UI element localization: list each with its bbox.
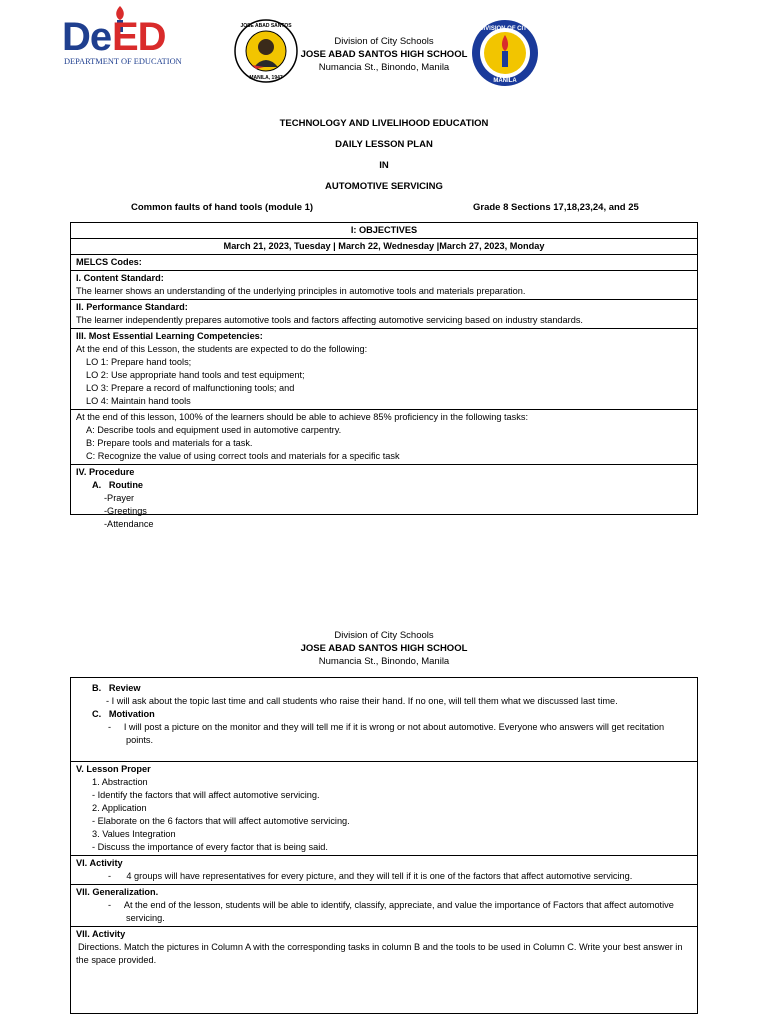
svg-text:JOSE ABAD SANTOS: JOSE ABAD SANTOS — [240, 23, 292, 29]
lo-item: LO 4: Maintain hand tools — [86, 396, 191, 406]
svg-text:ED: ED — [112, 15, 166, 59]
competencies-heading: III. Most Essential Learning Competencies: — [76, 331, 263, 341]
generalization-cell — [71, 885, 697, 927]
abstraction-text: - Identify the factors that will affect automotive servicing. — [92, 790, 320, 800]
header-school: JOSE ABAD SANTOS HIGH SCHOOL — [300, 49, 468, 60]
task-item: B: Prepare tools and materials for a task. — [86, 438, 253, 448]
proficiency-cell — [71, 410, 697, 465]
dates-row: March 21, 2023, Tuesday | March 22, Wednesday |March 27, 2023, Monday — [71, 239, 697, 255]
svg-text:MANILA: MANILA — [493, 78, 517, 84]
values-text: - Discuss the importance of every factor that is being said. — [92, 842, 328, 852]
application-heading: 2. Application — [92, 803, 147, 813]
svg-text:MANILA, 1947: MANILA, 1947 — [249, 75, 283, 81]
lo-item: LO 3: Prepare a record of malfunctioning tools; and — [86, 383, 295, 393]
lo-item: LO 2: Use appropriate hand tools and test equipment; — [86, 370, 305, 380]
values-heading: 3. Values Integration — [92, 829, 176, 839]
svg-text:DIVISION OF CITY: DIVISION OF CITY — [479, 26, 531, 32]
performance-standard-heading: II. Performance Standard: — [76, 302, 188, 312]
activity-text: - 4 groups will have representatives for every picture, and they will tell if it is one of the factors that affect automotive servicing. — [108, 871, 633, 881]
routine-heading: A. Routine — [92, 480, 144, 490]
procedure-cell — [71, 465, 697, 532]
page2-address: Numancia St., Binondo, Manila — [318, 656, 450, 667]
lo-item: LO 1: Prepare hand tools; — [86, 357, 192, 367]
activity2-directions: Directions. Match the pictures in Column A with the corresponding tasks in column B and the tools to be used in Column C. Write your best answer in the space provided. — [76, 942, 683, 965]
course-title: AUTOMOTIVE SERVICING — [325, 181, 443, 192]
review-heading: B. Review — [92, 683, 141, 693]
generalization-text: - At the end of the lesson, students will be able to identify, classify, appreciate, and value the importance of Factors that affect automotive servicing. — [108, 900, 674, 923]
routine-item: -Attendance — [104, 519, 154, 529]
routine-item: -Prayer — [104, 493, 135, 503]
melcs-codes: MELCS Codes: — [71, 255, 697, 271]
review-motivation-cell — [71, 678, 697, 762]
activity2-heading: VII. Activity — [76, 929, 126, 939]
generalization-heading: VII. Generalization. — [76, 887, 159, 897]
lesson-proper-heading: V. Lesson Proper — [76, 764, 151, 774]
activity2-cell — [71, 927, 697, 1027]
svg-text:De: De — [62, 15, 112, 59]
lesson-proper-cell — [71, 762, 697, 856]
review-text: - I will ask about the topic last time and call students who raise their hand. If no one, will tell them what we discussed last time. — [106, 696, 618, 706]
header-address: Numancia St., Binondo, Manila — [318, 62, 450, 73]
task-item: A: Describe tools and equipment used in automotive carpentry. — [86, 425, 342, 435]
performance-standard-text: The learner independently prepares automotive tools and factors affecting automotive servicing based on industry standards. — [76, 315, 583, 325]
competencies-intro: At the end of this Lesson, the students are expected to do the following: — [76, 344, 368, 354]
competencies-cell — [71, 329, 697, 410]
motivation-heading: C. Motivation — [92, 709, 155, 719]
activity-cell — [71, 856, 697, 885]
header-division: Division of City Schools — [334, 36, 434, 47]
content-standard-text: The learner shows an understanding of the underlying principles in automotive tools and materials preparation. — [76, 286, 526, 296]
performance-standard-cell — [71, 300, 697, 329]
procedure-table — [70, 677, 698, 1014]
page2-division: Division of City Schools — [334, 630, 434, 641]
procedure-heading: IV. Procedure — [76, 467, 135, 477]
activity-heading: VI. Activity — [76, 858, 123, 868]
motivation-text: - I will post a picture on the monitor and they will tell me if it is wrong or not about automotive. Everyone who answers will get recitation points. — [108, 722, 665, 745]
subject-title: TECHNOLOGY AND LIVELIHOOD EDUCATION — [279, 118, 489, 129]
application-text: - Elaborate on the 6 factors that will affect automotive servicing. — [92, 816, 350, 826]
content-standard-heading: I. Content Standard: — [76, 273, 164, 283]
routine-item: -Greetings — [104, 506, 147, 516]
abstraction-heading: 1. Abstraction — [92, 777, 148, 787]
deped-department-label: DEPARTMENT OF EDUCATION — [64, 57, 182, 66]
topic-label: Common faults of hand tools (module 1) — [131, 202, 314, 213]
in-label: IN — [379, 160, 389, 171]
page2-school: JOSE ABAD SANTOS HIGH SCHOOL — [300, 643, 468, 654]
objectives-heading: I: OBJECTIVES — [71, 223, 697, 239]
content-standard-cell — [71, 271, 697, 300]
objectives-table — [70, 222, 698, 529]
grade-label: Grade 8 Sections 17,18,23,24, and 25 — [473, 202, 639, 213]
proficiency-intro: At the end of this lesson, 100% of the learners should be able to achieve 85% proficiency in the following tasks: — [76, 412, 528, 422]
division-seal — [471, 19, 539, 87]
task-item: C: Recognize the value of using correct tools and materials for a specific task — [86, 451, 400, 461]
plan-title: DAILY LESSON PLAN — [335, 139, 433, 150]
